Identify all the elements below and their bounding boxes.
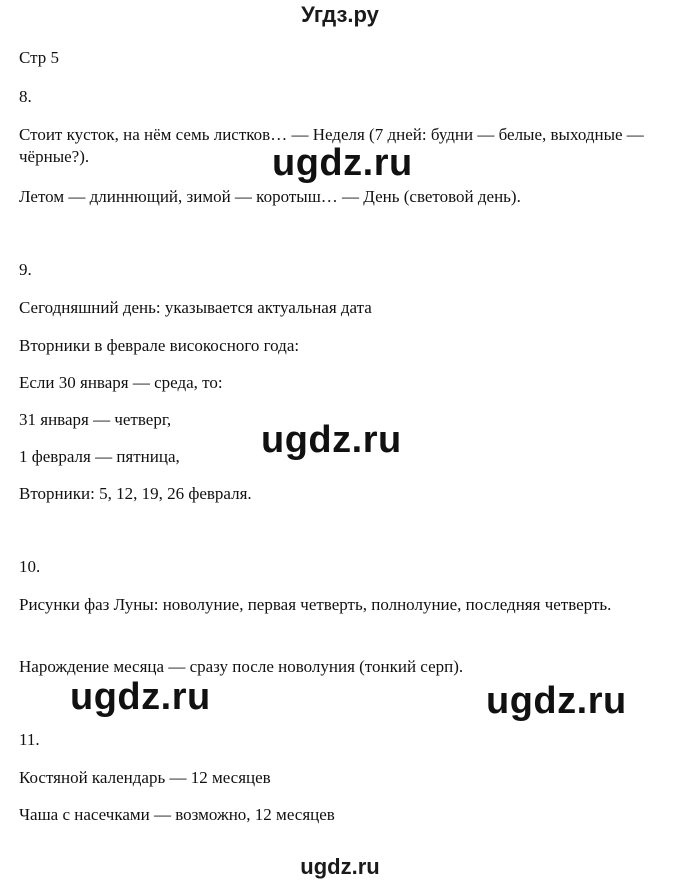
page-label: Стр 5 bbox=[19, 48, 60, 67]
section-number-8: 8. bbox=[19, 87, 32, 106]
section-9-line-6: Вторники: 5, 12, 19, 26 февраля. bbox=[19, 484, 252, 503]
site-footer: ugdz.ru bbox=[300, 854, 380, 879]
section-9-line-1: Сегодняшний день: указывается актуальная дата bbox=[19, 298, 372, 317]
section-9-line-4: 31 января — четверг, bbox=[19, 410, 172, 429]
section-8-line-1: Стоит кусток, на нём семь листков… — Неделя (7 дней: будни — белые, выходные — чёрные?). bbox=[19, 125, 644, 166]
site-header: Угдз.ру bbox=[301, 2, 379, 27]
section-number-11: 11. bbox=[19, 730, 40, 749]
section-9-line-2: Вторники в феврале високосного года: bbox=[19, 336, 300, 355]
section-number-10: 10. bbox=[19, 557, 41, 576]
section-10-line-1: Рисунки фаз Луны: новолуние, первая четверть, полнолуние, последняя четверть. bbox=[19, 595, 612, 614]
section-9-line-5: 1 февраля — пятница, bbox=[19, 447, 180, 466]
watermark: ugdz.ru bbox=[272, 142, 413, 184]
watermark: ugdz.ru bbox=[261, 419, 402, 461]
section-9-line-3: Если 30 января — среда, то: bbox=[19, 373, 223, 392]
watermark: ugdz.ru bbox=[70, 676, 211, 718]
watermark: ugdz.ru bbox=[486, 680, 627, 722]
section-11-line-2: Чаша с насечками — возможно, 12 месяцев bbox=[19, 805, 335, 824]
section-11-line-1: Костяной календарь — 12 месяцев bbox=[19, 768, 271, 787]
section-8-line-2: Летом — длиннющий, зимой — коротыш… — День (световой день). bbox=[19, 187, 521, 206]
section-number-9: 9. bbox=[19, 260, 32, 279]
section-10-line-2: Нарождение месяца — сразу после новолуния (тонкий серп). bbox=[19, 657, 464, 676]
